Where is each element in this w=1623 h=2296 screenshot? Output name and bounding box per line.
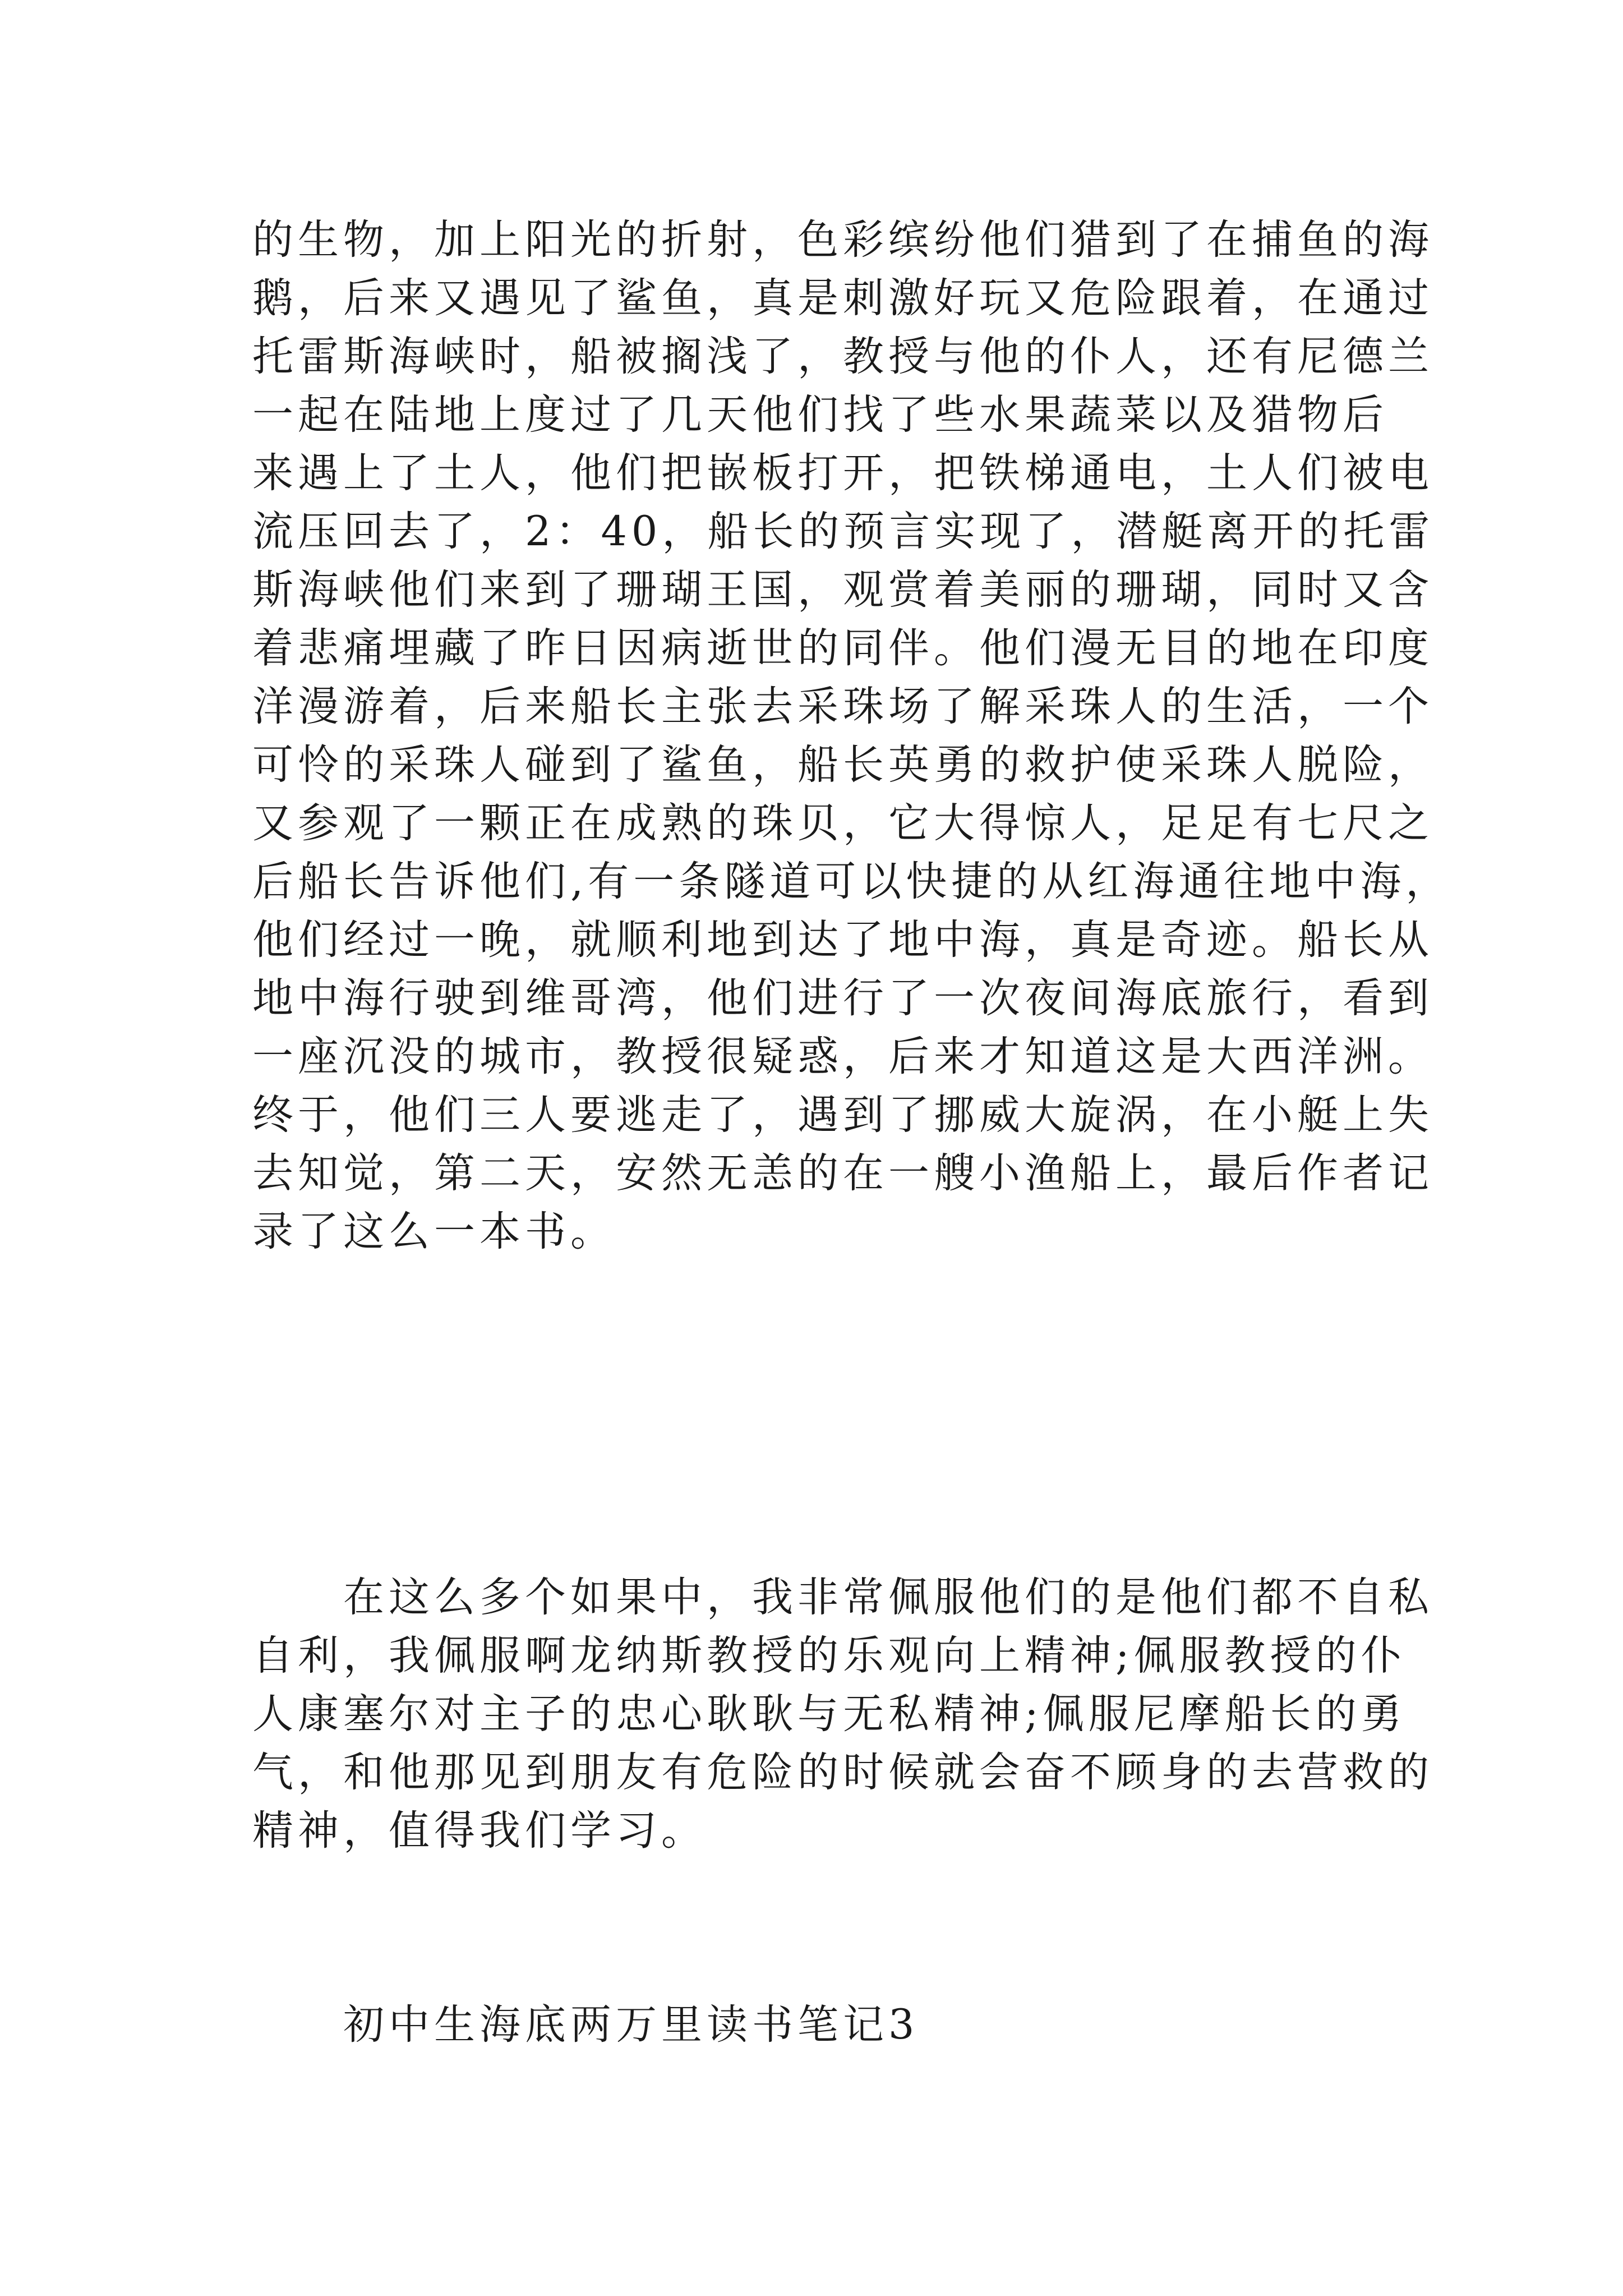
body-paragraph bbox=[252, 211, 1451, 1261]
body-paragraph bbox=[252, 1568, 1433, 1860]
text-line: 托雷斯海峡时，船被搁浅了，教授与他的仆人，还有尼德兰 bbox=[252, 333, 1433, 380]
section-heading bbox=[252, 1996, 1402, 2054]
text-line: 斯海峡他们来到了珊瑚王国，观赏着美丽的珊瑚，同时又含 bbox=[252, 566, 1433, 614]
text-line: 鹅，后来又遇见了鲨鱼，真是刺激好玩又危险跟着，在通过 bbox=[252, 274, 1433, 322]
text-line: 一起在陆地上度过了几天他们找了些水果蔬菜以及猎物后 bbox=[252, 391, 1388, 439]
text-line: 流压回去了，2：40，船长的预言实现了，潜艇离开的托雷 bbox=[252, 508, 1435, 555]
text-line: 精神，值得我们学习。 bbox=[252, 1807, 707, 1855]
text-line: 又参观了一颗正在成熟的珠贝，它大得惊人，足足有七尺之 bbox=[252, 799, 1433, 847]
text-line: 去知觉，第二天，安然无恙的在一艘小渔船上，最后作者记 bbox=[252, 1149, 1433, 1197]
text-line: 气，和他那见到朋友有危险的时候就会奋不顾身的去营救的 bbox=[252, 1749, 1433, 1796]
text-line: 洋漫游着，后来船长主张去采珠场了解采珠人的生活，一个 bbox=[252, 683, 1433, 730]
text-line: 的生物，加上阳光的折射，色彩缤纷他们猎到了在捕鱼的海 bbox=[252, 216, 1433, 264]
text-line: 来遇上了土人，他们把嵌板打开，把铁梯通电，土人们被电 bbox=[252, 449, 1433, 497]
text-line: 在这么多个如果中，我非常佩服他们的是他们都不自私 bbox=[252, 1573, 1433, 1621]
text-line: 后船长告诉他们,有一条隧道可以快捷的从红海通往地中海， bbox=[252, 858, 1451, 905]
text-line: 可怜的采珠人碰到了鲨鱼，船长英勇的救护使采珠人脱险， bbox=[252, 741, 1433, 789]
text-line: 一座沉没的城市，教授很疑惑，后来才知道这是大西洋洲。 bbox=[252, 1033, 1433, 1080]
text-line: 人康塞尔对主子的忠心耿耿与无私精神;佩服尼摩船长的勇 bbox=[252, 1690, 1407, 1738]
text-line: 自利，我佩服啊龙纳斯教授的乐观向上精神;佩服教授的仆 bbox=[252, 1632, 1407, 1680]
heading-text: 初中生海底两万里读书笔记3 bbox=[252, 2001, 919, 2049]
text-line: 录了这么一本书。 bbox=[252, 1208, 616, 1255]
text-line: 终于，他们三人要逃走了，遇到了挪威大旋涡，在小艇上失 bbox=[252, 1091, 1433, 1139]
text-line: 地中海行驶到维哥湾，他们进行了一次夜间海底旅行，看到 bbox=[252, 974, 1433, 1022]
text-line: 着悲痛埋藏了昨日因病逝世的同伴。他们漫无目的地在印度 bbox=[252, 624, 1433, 672]
text-line: 他们经过一晚，就顺利地到达了地中海，真是奇迹。船长从 bbox=[252, 916, 1433, 964]
